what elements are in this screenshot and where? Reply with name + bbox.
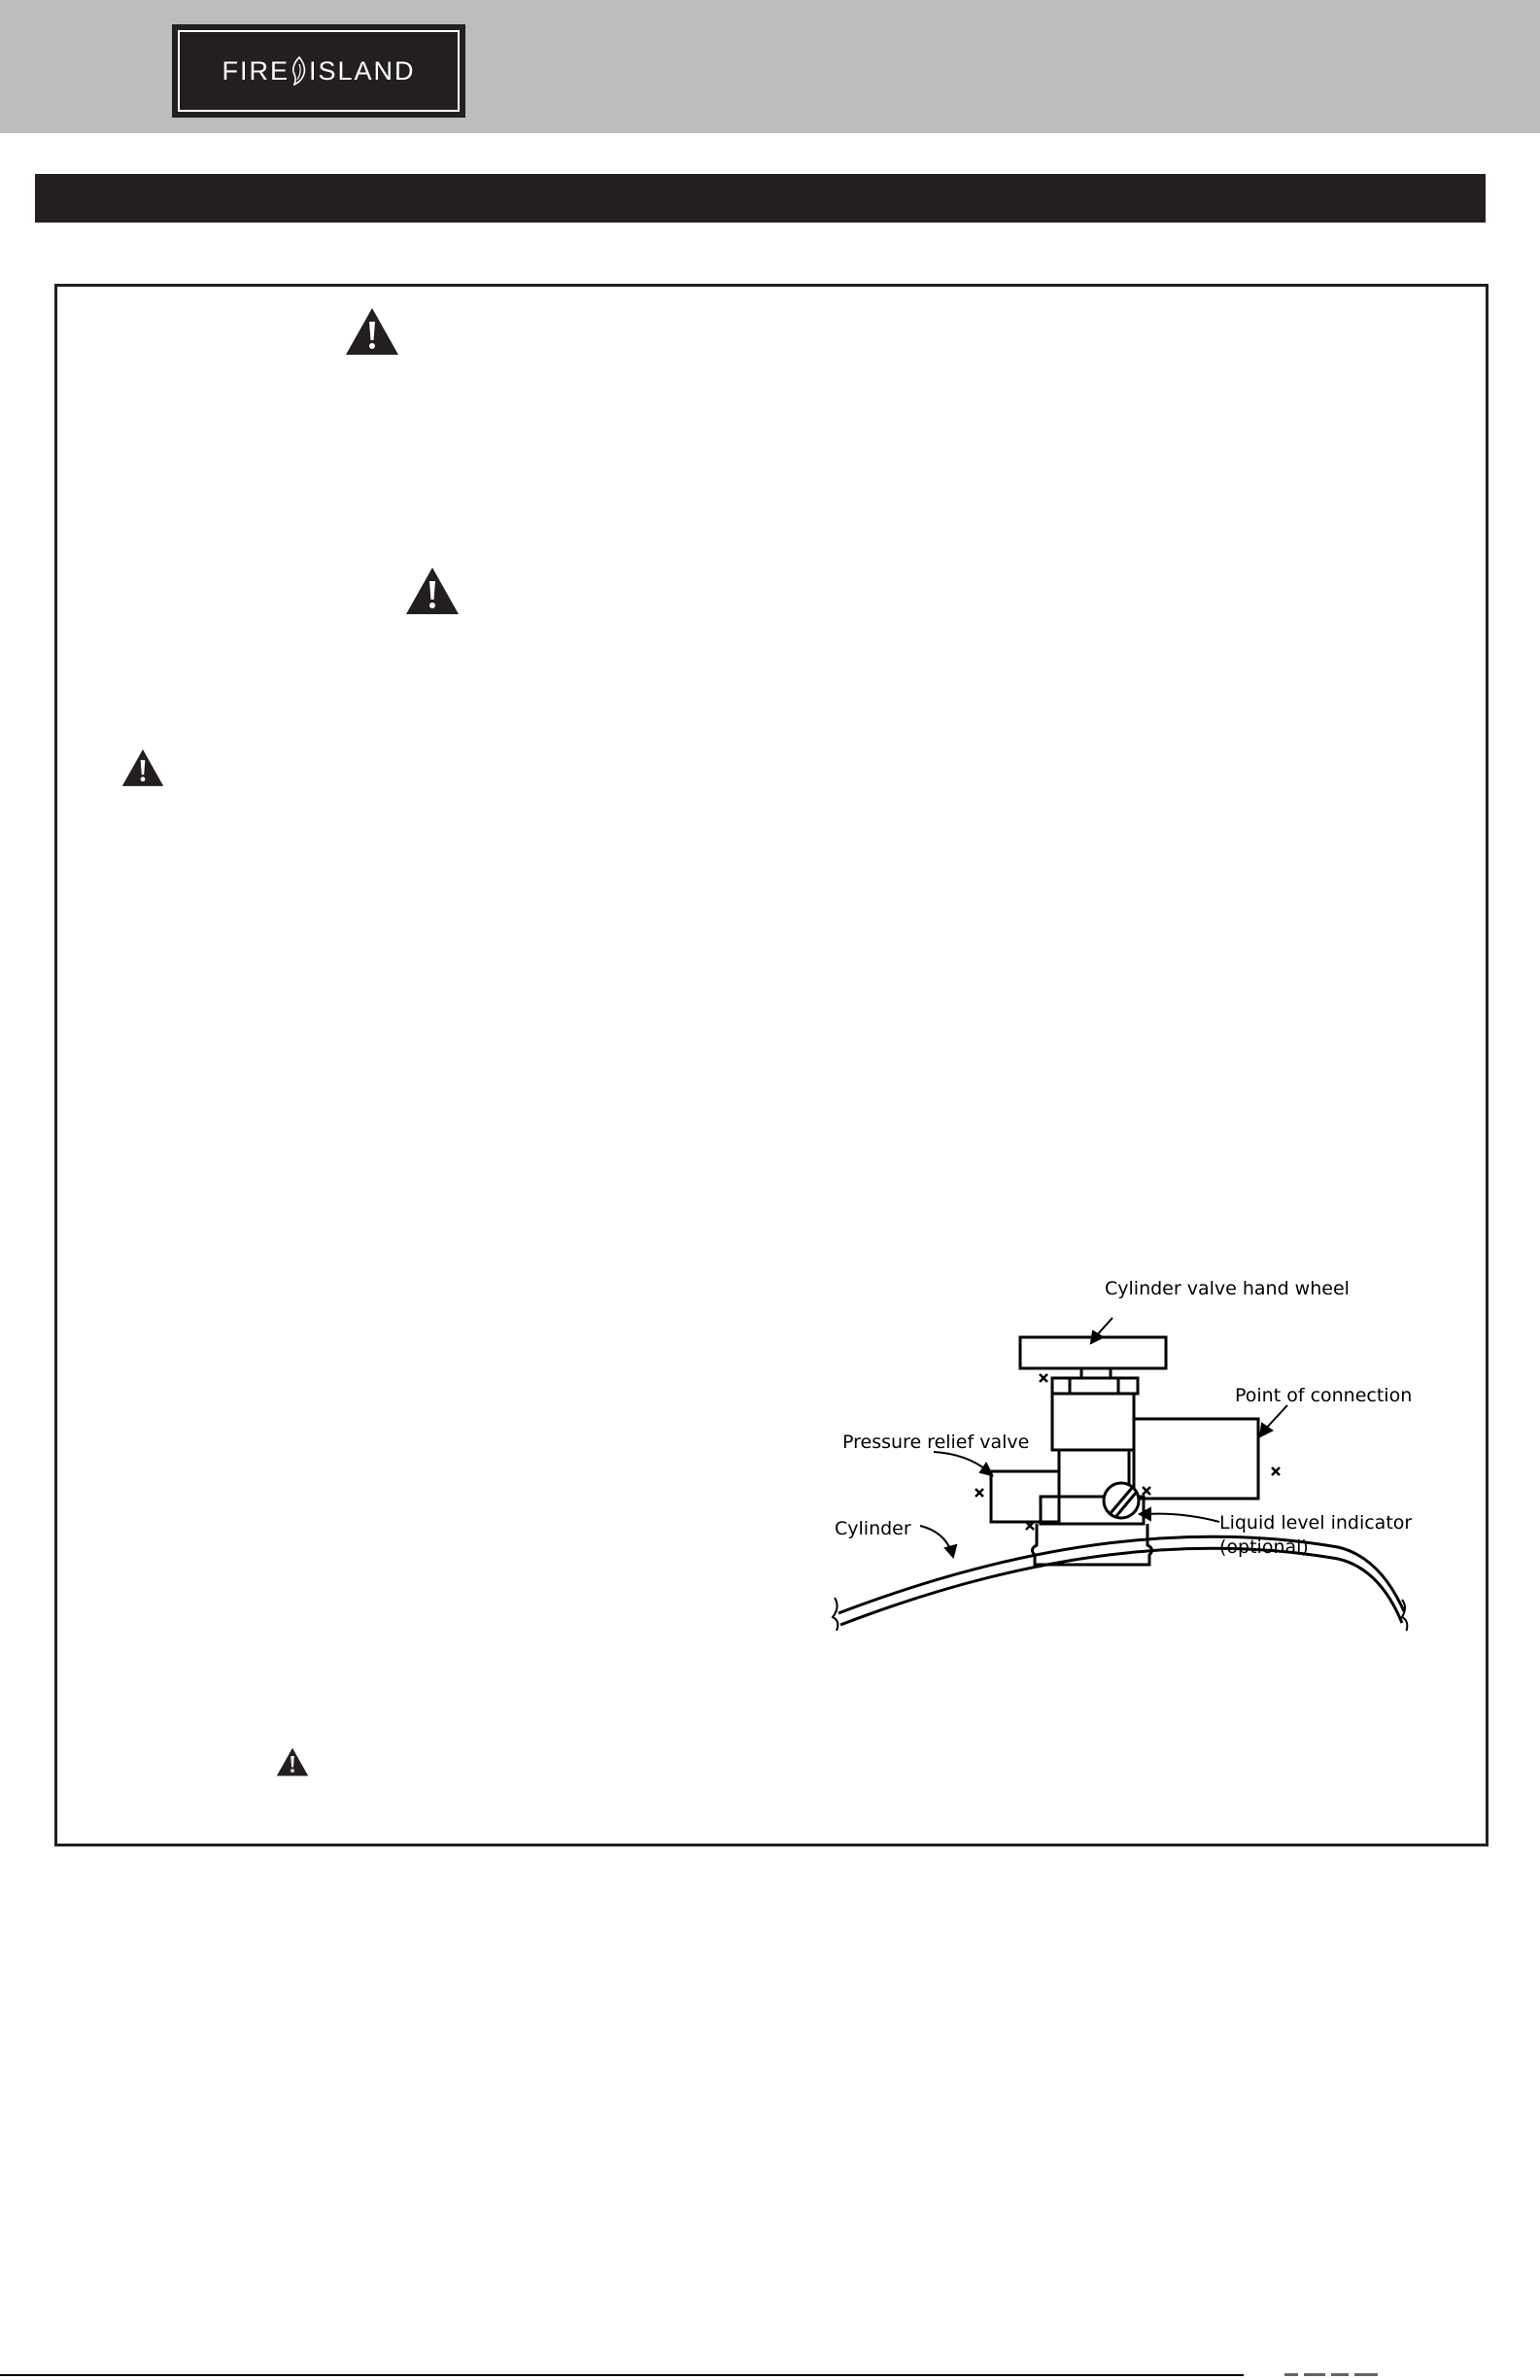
logo-text-fire: FIRE (222, 56, 290, 86)
label-optional: (optional) (1219, 1536, 1309, 1558)
cylinder-outline-inner (840, 1548, 1402, 1625)
label-pressure-relief-valve: Pressure relief valve (842, 1431, 1030, 1453)
cylinder-outline-outer (838, 1524, 1404, 1621)
logo-text-island: ISLAND (308, 56, 416, 86)
label-liquid-level-indicator: Liquid level indicator (1219, 1512, 1413, 1534)
logo-frame (178, 30, 460, 112)
label-point-of-connection: Point of connection (1235, 1385, 1413, 1406)
label-cylinder: Cylinder (835, 1518, 911, 1539)
footer-rule (0, 2374, 1244, 2376)
label-hand-wheel: Cylinder valve hand wheel (1105, 1278, 1350, 1299)
warning-triangle-icon (405, 567, 460, 615)
warning-triangle-icon (345, 307, 399, 356)
warning-triangle-icon (276, 1747, 309, 1776)
cylinder-valve-diagram (821, 1271, 1420, 1631)
brand-logo (172, 24, 465, 118)
header-band (0, 0, 1540, 133)
warning-triangle-icon (121, 748, 164, 787)
outlet-connection (1134, 1419, 1258, 1499)
logo-wordmark (180, 53, 458, 88)
cylinder-outline-outer (838, 1536, 1404, 1613)
section-title-bar (35, 174, 1486, 223)
flame-icon (291, 56, 308, 86)
footer-mark (1284, 2371, 1401, 2377)
